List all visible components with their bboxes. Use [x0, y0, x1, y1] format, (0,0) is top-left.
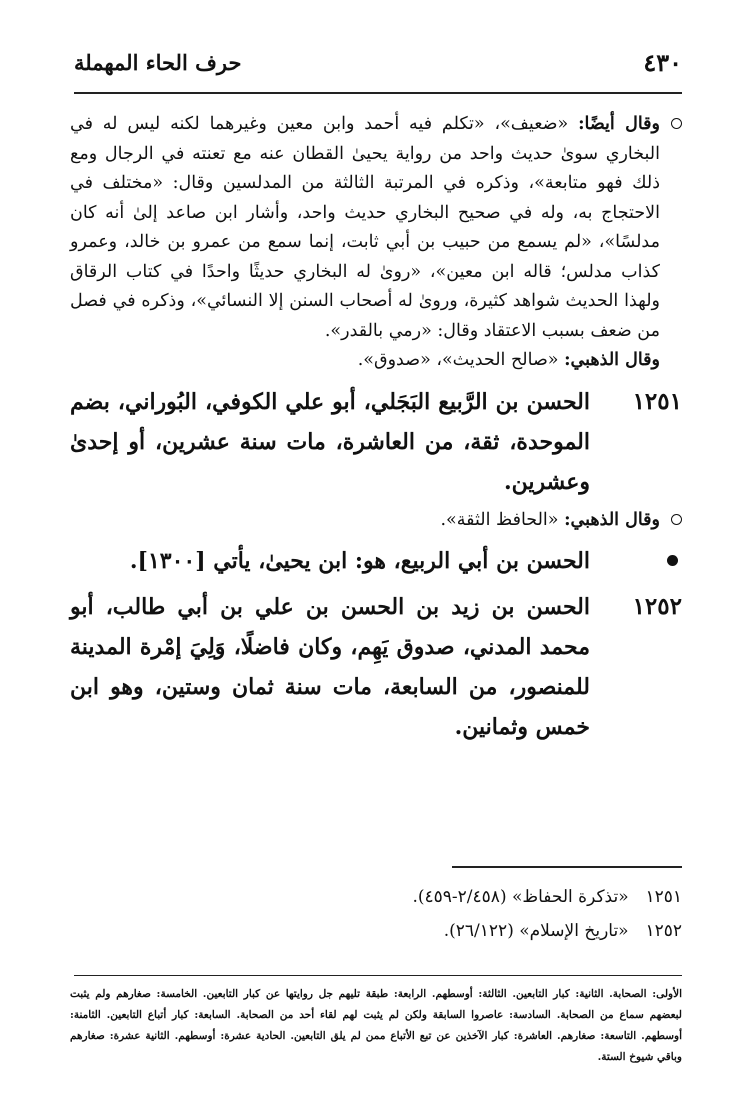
footnote-text: «تاريخ الإسلام» (٢٦/١٢٢). [443, 921, 629, 941]
page-header [74, 48, 682, 88]
opinion-paragraph [70, 110, 682, 346]
opinion-label: وقال أيضًا: [578, 114, 660, 134]
opinion-text: «صالح الحديث»، «صدوق». [357, 350, 559, 370]
running-title: حرف الحاء المهملة [74, 50, 242, 75]
entry-number: ١٢٥٢ [632, 593, 682, 620]
footnote-rule [452, 866, 682, 868]
circle-bullet-icon [671, 118, 682, 129]
opinion-label: وقال الذهبي: [564, 350, 660, 370]
biography-entry-1251 [70, 382, 682, 502]
main-text [70, 110, 682, 747]
opinion-paragraph [70, 506, 682, 536]
header-rule [74, 92, 682, 94]
opinion-text: «ضعيف»، «تكلم فيه أحمد وابن معين وغيرهما لكنه ليس له في البخاري سوىٰ حديث واحد من رواية يحيىٰ القطان عنه مع تعنته في الرجال ومع ذلك فهو متابعة»، وذكره في المرتبة الثالثة من المدلسين وقال: «مختلف في الاحتجاج به، وله في صحيح البخاري حديث واحد، وأشار ابن صاعد إلىٰ أنه كان مدلسًا»، «لم يسمع من حبيب بن أبي ثابت، إنما سمع من عمرو بن خالد، وعمرو كذاب مدلس؛ قاله ابن معين»، «روىٰ له البخاري حديثًا واحدًا في كتاب الرقاق ولهذا الحديث شواهد كثيرة، وروىٰ له أصحاب السنن إلا النسائي»، وذكره في فصل من ضعف بسبب الاعتقاد وقال: «رمي بالقدر». [70, 114, 660, 341]
footnote-text: «تذكرة الحفاظ» (٢/٤٥٨-٤٥٩). [412, 887, 629, 907]
entry-text: الحسن بن الرَّبيع البَجَلي، أبو علي الكوفي، البُوراني، بضم الموحدة، ثقة، من العاشرة، مات سنة عشرين، أو إحدىٰ وعشرين. [70, 388, 590, 495]
footnote-number: ١٢٥١ [645, 887, 682, 907]
cross-reference-text: الحسن بن أبي الربيع، هو: ابن يحيىٰ، يأتي [١٣٠٠]. [129, 548, 590, 574]
footnote [70, 880, 682, 914]
tabaqat-legend: الأولى: الصحابة. الثانية: كبار التابعين. الثالثة: أوسطهم. الرابعة: طبقة تليهم جل روايتها عن كبار التابعين. الخامسة: صغارهم ولم يثبت لبعضهم سماع من الصحابة. السادسة: عاصروا السابقة ولكن لم يثبت لهم لقاء أحد من الصحابة. السابعة: كبار أتباع التابعين. الثامنة: أوسطهم. التاسعة: صغارهم. العاشرة: كبار الآخذين عن تبع الأتباع ممن لم يلق التابعين. الحادية عشرة: أوسطهم. الثانية عشرة: صغارهم وباقي شيوخ الستة. [70, 988, 682, 1063]
entry-number: ١٢٥١ [632, 387, 682, 415]
opinion-label: وقال الذهبي: [564, 509, 660, 530]
footnotes [70, 880, 682, 948]
footnote [70, 914, 682, 948]
opinion-text: «الحافظ الثقة». [440, 509, 559, 530]
filled-bullet-icon [667, 555, 678, 566]
page-number: ٤٣٠ [643, 48, 682, 77]
footnote-number: ١٢٥٢ [645, 921, 682, 941]
entry-text: الحسن بن زيد بن الحسن بن علي بن أبي طالب، أبو محمد المدني، صدوق يَهِم، وكان فاضلًا، وَلِيَ إمْرة المدينة للمنصور، من السابعة، مات سنة ثمان وستين، وهو ابن خمس وثمانين. [70, 594, 590, 740]
biography-entry-1252 [70, 587, 682, 747]
circle-bullet-icon [671, 514, 682, 525]
opinion-paragraph [70, 346, 682, 376]
cross-reference [70, 541, 682, 581]
legend-rule [74, 975, 682, 976]
